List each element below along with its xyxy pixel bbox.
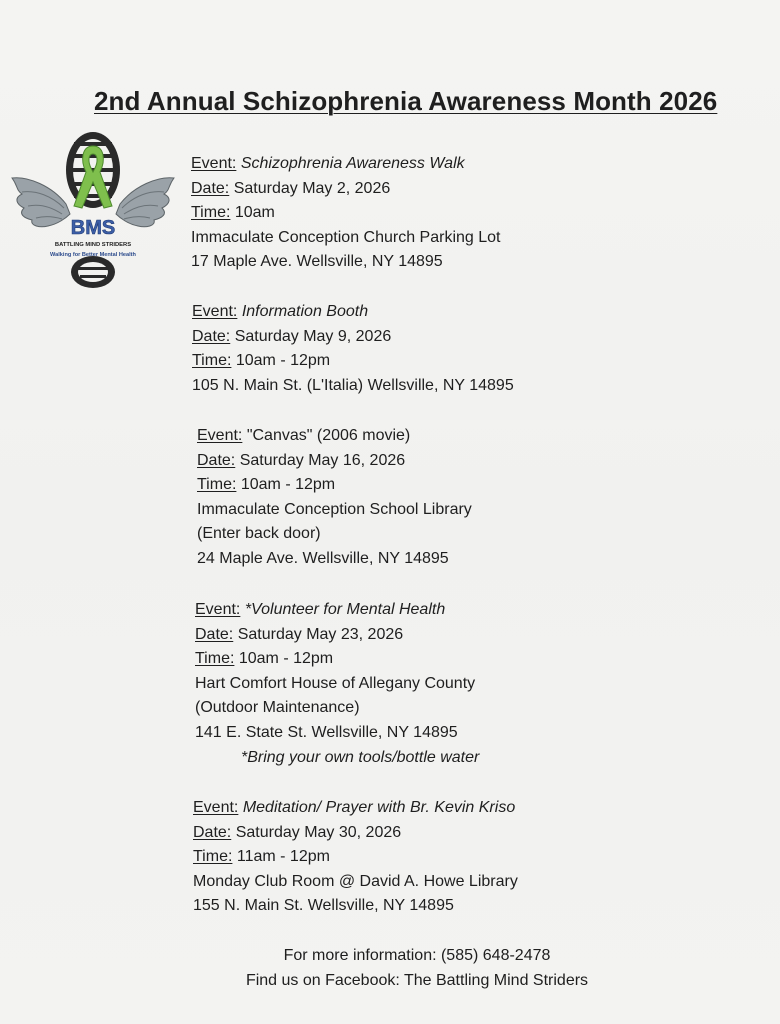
event-name: Meditation/ Prayer with Br. Kevin Kriso	[242, 799, 516, 816]
bms-logo	[8, 126, 178, 294]
event-date: Saturday May 9, 2026	[234, 327, 392, 345]
contact-info: For more information: (585) 648-2478	[283, 947, 551, 964]
event-date: Saturday May 23, 2026	[237, 625, 404, 643]
facebook-info: Find us on Facebook: The Battling Mind Striders	[245, 972, 589, 989]
event-name-line	[191, 152, 501, 177]
event-label: Event:	[193, 799, 239, 816]
event-address-line: 24 Maple Ave. Wellsville, NY 14895	[197, 549, 449, 567]
event-date-line	[195, 623, 479, 648]
event-time-line	[192, 349, 514, 374]
event-date-line	[191, 177, 501, 202]
event-time-line	[197, 473, 472, 498]
event-address-line: Immaculate Conception School Library	[197, 500, 472, 518]
event-time: 10am - 12pm	[240, 476, 336, 494]
event-time-line	[191, 201, 501, 226]
time-label: Time:	[192, 352, 232, 370]
event-name: "Canvas" (2006 movie)	[246, 427, 411, 444]
page-title: 2nd Annual Schizophrenia Awareness Month 2026	[94, 86, 718, 116]
event-address-line: Hart Comfort House of Allegany County	[195, 674, 476, 692]
event-note: *Bring your own tools/bottle water	[241, 748, 480, 766]
event-label: Event:	[197, 427, 243, 444]
wing-right-icon	[116, 178, 174, 227]
event-time: 11am - 12pm	[236, 848, 330, 866]
event-time: 10am	[234, 204, 275, 222]
event-date-line	[192, 325, 514, 350]
event-address-line: 155 N. Main St. Wellsville, NY 14895	[193, 897, 454, 915]
event-address-line: (Enter back door)	[197, 525, 321, 543]
date-label: Date:	[191, 179, 230, 197]
event-address-line: Monday Club Room @ David A. Howe Library	[193, 872, 518, 890]
event-date-line	[193, 821, 518, 846]
event-address-line: 141 E. State St. Wellsville, NY 14895	[195, 723, 458, 741]
event-name-line	[197, 424, 472, 449]
event-block-walk	[191, 152, 501, 275]
logo-tagline: Walking for Better Mental Health	[50, 252, 136, 258]
event-block-meditation	[193, 796, 518, 919]
time-label: Time:	[191, 204, 231, 222]
event-name-line	[195, 598, 479, 623]
event-time: 10am - 12pm	[235, 352, 331, 370]
date-label: Date:	[193, 823, 232, 841]
time-label: Time:	[193, 848, 233, 866]
logo-name: BATTLING MIND STRIDERS	[54, 242, 132, 248]
event-block-volunteer	[195, 598, 479, 770]
event-time: 10am - 12pm	[238, 650, 334, 668]
time-label: Time:	[197, 476, 237, 494]
event-block-booth	[192, 300, 514, 398]
event-address-line: (Outdoor Maintenance)	[195, 699, 360, 717]
event-label: Event:	[195, 601, 241, 618]
event-address-line: 105 N. Main St. (L'Italia) Wellsville, NY 14895	[192, 376, 514, 394]
event-date: Saturday May 16, 2026	[239, 451, 406, 469]
event-label: Event:	[192, 303, 238, 320]
date-label: Date:	[197, 451, 236, 469]
event-name-line	[192, 300, 514, 325]
date-label: Date:	[192, 327, 231, 345]
event-name: Information Booth	[241, 303, 369, 320]
wing-left-icon	[12, 178, 70, 227]
event-date-line	[197, 449, 472, 474]
event-name: Schizophrenia Awareness Walk	[240, 155, 465, 172]
event-label: Event:	[191, 155, 237, 172]
shoeprint-icon	[66, 132, 120, 288]
time-label: Time:	[195, 650, 235, 668]
event-address-line: 17 Maple Ave. Wellsville, NY 14895	[191, 253, 443, 271]
logo-initials: BMS	[70, 217, 116, 239]
event-date: Saturday May 2, 2026	[233, 179, 391, 197]
event-address-line: Immaculate Conception Church Parking Lot	[191, 228, 501, 246]
event-time-line	[193, 845, 518, 870]
event-date: Saturday May 30, 2026	[235, 823, 402, 841]
event-name: *Volunteer for Mental Health	[244, 601, 446, 618]
event-time-line	[195, 647, 479, 672]
date-label: Date:	[195, 625, 234, 643]
event-block-movie	[197, 424, 472, 572]
event-name-line	[193, 796, 518, 821]
